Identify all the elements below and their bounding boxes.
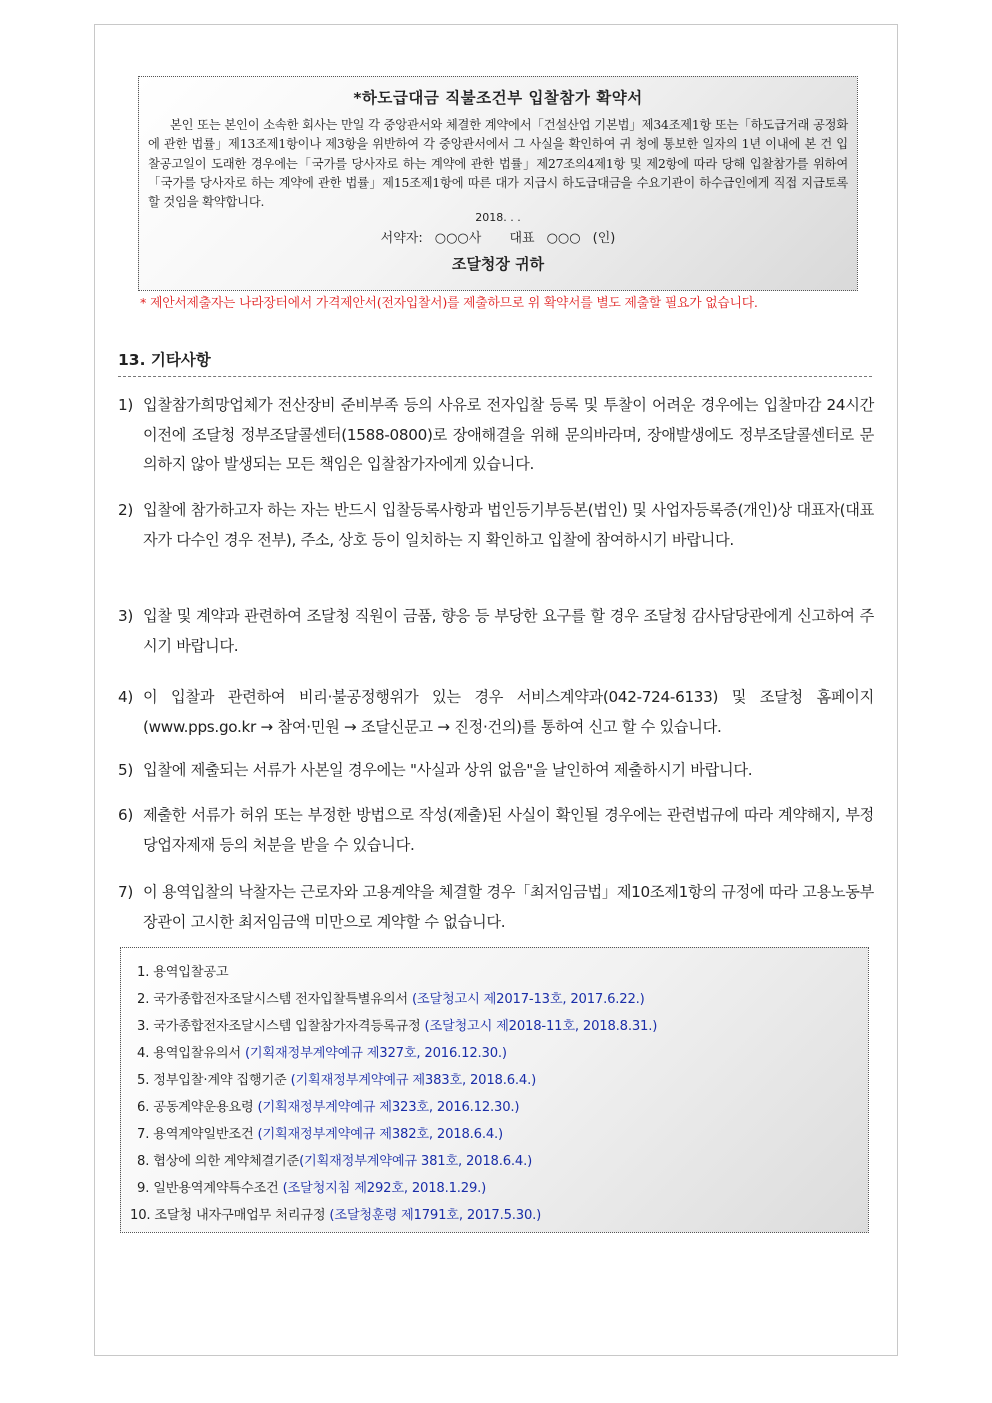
reference-number: 5.	[137, 1073, 150, 1088]
reference-name: 공동계약운용요령	[153, 1100, 254, 1115]
reference-item	[137, 1150, 532, 1169]
reference-number: 3.	[137, 1019, 150, 1034]
reference-number: 7.	[137, 1127, 150, 1142]
reference-item	[137, 1123, 503, 1142]
list-item	[118, 602, 874, 661]
reference-item	[137, 1015, 657, 1034]
reference-source: (기획재정부계약예규 제382호, 2018.6.4.)	[257, 1127, 503, 1142]
reference-source: (기획재정부계약예규 381호, 2018.6.4.)	[299, 1154, 533, 1169]
reference-source: (조달청지침 제292호, 2018.1.29.)	[282, 1181, 487, 1196]
item-text: 이 용역입찰의 낙찰자는 근로자와 고용계약을 체결할 경우「최저임금법」제10조제1항의 규정에 따라 고용노동부 장관이 고시한 최저임금액 미만으로 계약할 수 없습니다.	[143, 883, 874, 931]
pledge-box	[138, 76, 858, 291]
reference-name: 정부입찰·계약 집행기준	[153, 1073, 287, 1088]
reference-source: (조달청고시 제2017-13호, 2017.6.22.)	[411, 992, 645, 1007]
signer-company: ○○○사	[434, 231, 482, 247]
reference-number: 1.	[137, 965, 150, 980]
reference-number: 6.	[137, 1100, 150, 1115]
list-item	[118, 683, 874, 742]
reference-source: (기획재정부계약예규 제383호, 2018.6.4.)	[290, 1073, 537, 1088]
reference-source: (기획재정부계약예규 제323호, 2016.12.30.)	[257, 1100, 520, 1115]
seal-mark: (인)	[592, 231, 616, 247]
reference-number: 8.	[137, 1154, 150, 1169]
reference-box	[120, 947, 869, 1233]
pledge-note: * 제안서제출자는 나라장터에서 가격제안서(전자입찰서)를 제출하므로 위 확약서를 별도 제출할 필요가 없습니다.	[140, 296, 758, 311]
item-text: 입찰에 참가하고자 하는 자는 반드시 입찰등록사항과 법인등기부등본(법인) 및 사업자등록증(개인)상 대표자(대표자가 다수인 경우 전부), 주소, 상호 등이 일치하는 지 확인하고 입찰에 참여하시기 바랍니다.	[143, 501, 874, 549]
reference-name: 협상에 의한 계약체결기준	[153, 1154, 300, 1169]
reference-item	[137, 1177, 486, 1196]
reference-number: 9.	[137, 1181, 150, 1196]
list-item	[118, 878, 874, 937]
section-title: 13. 기타사항	[118, 351, 211, 369]
reference-name: 국가종합전자조달시스템 전자입찰특별유의서	[153, 992, 408, 1007]
signer-label: 서약자:	[380, 231, 423, 247]
reference-item	[137, 988, 645, 1007]
rep-label: 대표	[509, 231, 535, 247]
reference-name: 조달청 내자구매업무 처리규정	[154, 1208, 326, 1223]
reference-item	[137, 1069, 536, 1088]
reference-item	[137, 1096, 519, 1115]
item-number: 2)	[118, 501, 133, 519]
reference-item	[130, 1204, 541, 1223]
section-divider	[118, 376, 872, 377]
item-text: 제출한 서류가 허위 또는 부정한 방법으로 작성(제출)된 사실이 확인될 경우에는 관련법규에 따라 계약해지, 부정당업자제재 등의 처분을 받을 수 있습니다.	[143, 806, 874, 854]
item-number: 1)	[118, 396, 133, 414]
reference-name: 일반용역계약특수조건	[153, 1181, 279, 1196]
item-number: 5)	[118, 761, 133, 779]
item-number: 6)	[118, 806, 133, 824]
item-text: 입찰에 제출되는 서류가 사본일 경우에는 "사실과 상위 없음"을 날인하여 제출하시기 바랍니다.	[143, 761, 753, 779]
list-item	[118, 496, 874, 555]
reference-number: 2.	[137, 992, 150, 1007]
rep-name: ○○○	[546, 231, 581, 247]
item-text: 입찰참가희망업체가 전산장비 준비부족 등의 사유로 전자입찰 등록 및 투찰이 어려운 경우에는 입찰마감 24시간 이전에 조달청 정부조달콜센터(1588-0800)로 장애해결을 위해 문의바라며, 장애발생에도 정부조달콜센터로 문의하지 않아 발생되는 모든 책임은 입찰참가자에게 있습니다.	[143, 396, 874, 473]
reference-number: 4.	[137, 1046, 150, 1061]
item-text: 입찰 및 계약과 관련하여 조달청 직원이 금품, 향응 등 부당한 요구를 할 경우 조달청 감사담당관에게 신고하여 주시기 바랍니다.	[143, 607, 874, 655]
reference-source: (조달청고시 제2018-11호, 2018.8.31.)	[424, 1019, 658, 1034]
list-item	[118, 756, 874, 786]
reference-name: 용역입찰유의서	[153, 1046, 241, 1061]
pledge-signature-line	[139, 227, 857, 246]
item-number: 4)	[118, 688, 133, 706]
reference-name: 국가종합전자조달시스템 입찰참가자격등록규정	[153, 1019, 421, 1034]
item-number: 7)	[118, 883, 133, 901]
list-item	[118, 391, 874, 480]
reference-name: 용역입찰공고	[153, 965, 229, 980]
reference-name: 용역계약일반조건	[153, 1127, 254, 1142]
pledge-body: 본인 또는 본인이 소속한 회사는 만일 각 중앙관서와 체결한 계약에서「건설산업 기본법」제34조제1항 또는「하도급거래 공정화에 관한 법률」제13조제1항이나 제3항을 위반하여 각 중앙관서에서 그 사실을 확인하여 귀 청에 통보한 일자의 1년 이내에 본 건 입찰공고일이 도래한 경우에는「국가를 당사자로 하는 계약에 관한 법률」제27조의4제1항 및 제2항에 따라 당해 입찰참가를 위하여「국가를 당사자로 하는 계약에 관한 법률」제15조제1항에 따른 대가 지급시 하도급대금을 수요기관이 하수급인에게 직접 지급토록 할 것임을 확약합니다.	[148, 118, 848, 210]
reference-item	[137, 961, 228, 980]
item-number: 3)	[118, 607, 133, 625]
reference-source: (기획재정부계약예규 제327호, 2016.12.30.)	[244, 1046, 507, 1061]
item-text: 이 입찰과 관련하여 비리·불공정행위가 있는 경우 서비스계약과(042-724-6133) 및 조달청 홈페이지(www.pps.go.kr → 참여·민원 → 조달신문고 → 진정·건의)를 통하여 신고 할 수 있습니다.	[143, 688, 874, 736]
reference-source: (조달청훈령 제1791호, 2017.5.30.)	[329, 1208, 542, 1223]
pledge-addressee: 조달청장 귀하	[451, 255, 545, 274]
list-item	[118, 801, 874, 860]
pledge-date: 2018. . .	[475, 211, 521, 225]
reference-number: 10.	[130, 1208, 151, 1223]
pledge-title: *하도급대금 직불조건부 입찰참가 확약서	[353, 89, 643, 107]
reference-item	[137, 1042, 507, 1061]
